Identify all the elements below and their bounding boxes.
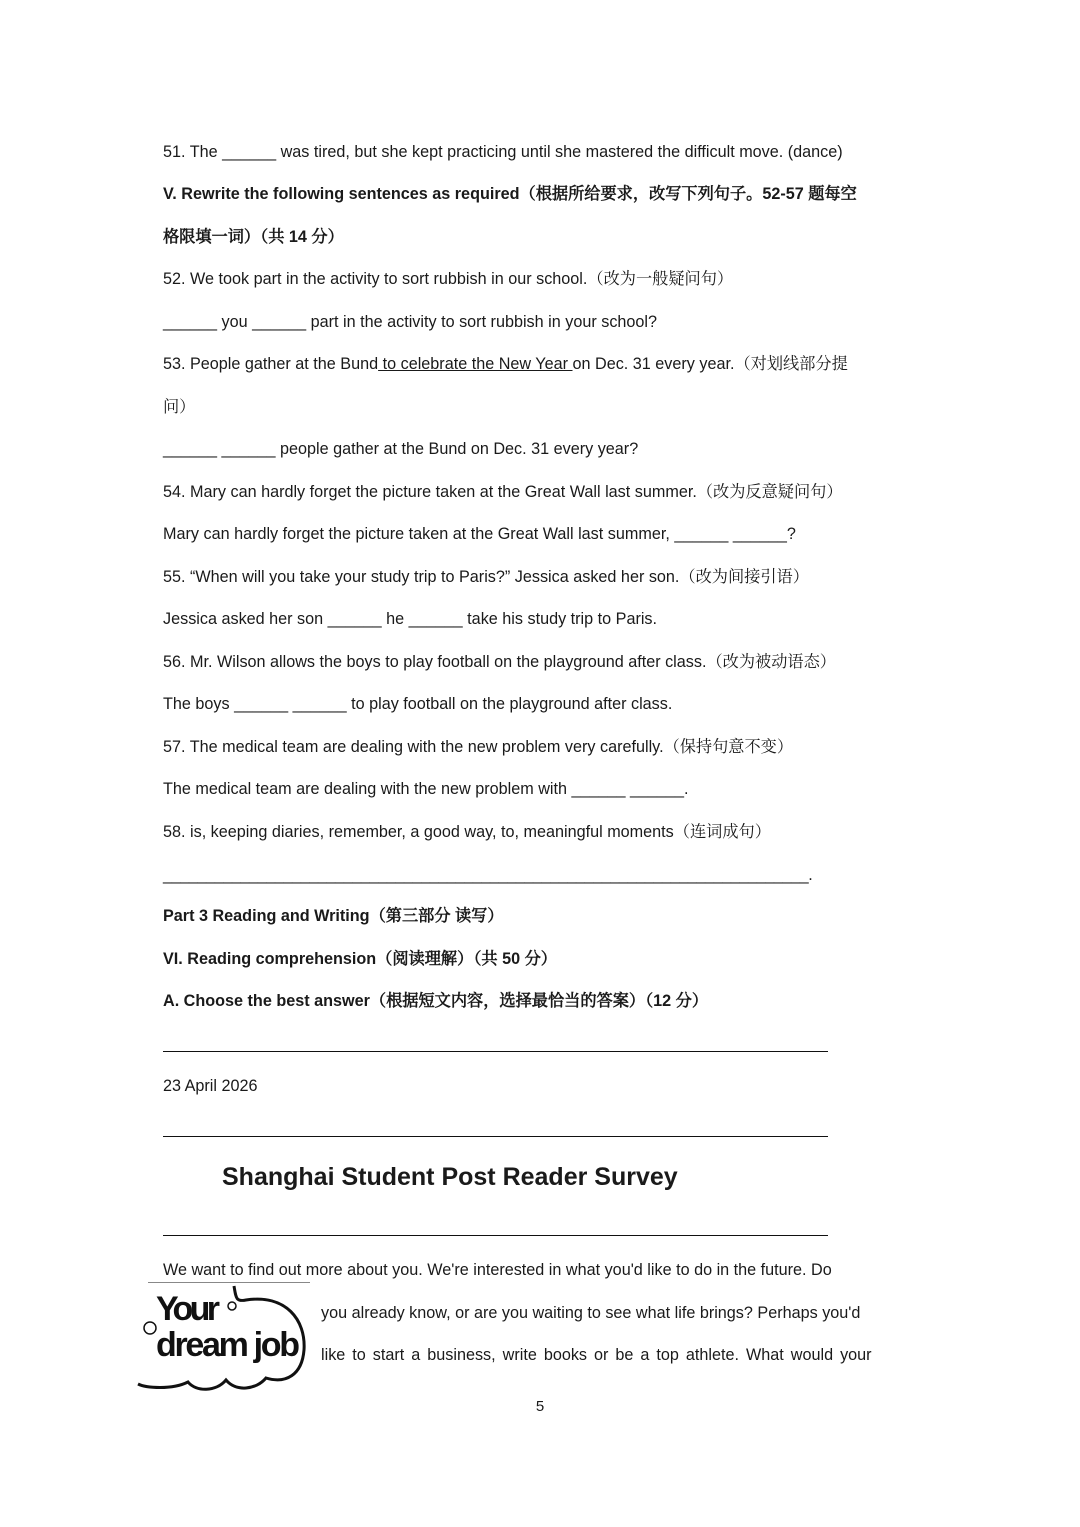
- section-a-heading: A. Choose the best answer（根据短文内容，选择最恰当的答案）（12 分）: [163, 992, 709, 1010]
- question-54-prompt: 54. Mary can hardly forget the picture taken at the Great Wall last summer.（改为反意疑问句）: [163, 483, 843, 501]
- question-53-prompt: [163, 353, 848, 375]
- question-53-answer: ______ ______ people gather at the Bund on Dec. 31 every year?: [163, 440, 639, 458]
- question-57-answer: The medical team are dealing with the new problem with ______ ______.: [163, 780, 689, 798]
- page-number: 5: [535, 1398, 545, 1415]
- question-52-prompt: 52. We took part in the activity to sort rubbish in our school.（改为一般疑问句）: [163, 270, 734, 288]
- article-title: Shanghai Student Post Reader Survey: [222, 1163, 678, 1191]
- article-paragraph-line: you already know, or are you waiting to see what life brings? Perhaps you'd: [321, 1304, 861, 1322]
- question-58-prompt: 58. is, keeping diaries, remember, a good way, to, meaningful moments（连词成句）: [163, 823, 771, 841]
- section-vi-heading: VI. Reading comprehension（阅读理解）（共 50 分）: [163, 950, 557, 968]
- question-53-prompt-cont: 问）: [163, 398, 196, 416]
- q53-part-a: 53. People gather at the Bund: [163, 355, 379, 373]
- section-v-heading: V. Rewrite the following sentences as required（根据所给要求，改写下列句子。52-57 题每空: [163, 185, 857, 203]
- svg-text:Your: Your: [156, 1290, 220, 1328]
- q53-underlined: to celebrate the New Year: [378, 355, 573, 373]
- section-v-heading-cont: 格限填一词）（共 14 分）: [163, 228, 344, 246]
- divider: [163, 1235, 828, 1236]
- your-dream-job-logo: [136, 1280, 308, 1392]
- question-57-prompt: 57. The medical team are dealing with the new problem very carefully.（保持句意不变）: [163, 738, 794, 756]
- question-55-answer: Jessica asked her son ______ he ______ take his study trip to Paris.: [163, 610, 658, 628]
- question-58-answer-line: ___________________________________________________________________________.: [163, 866, 813, 884]
- divider: [163, 1136, 828, 1137]
- q53-part-b: on Dec. 31 every year.（对划线部分提: [572, 355, 848, 373]
- question-52-answer: ______ you ______ part in the activity to sort rubbish in your school?: [163, 313, 658, 331]
- question-55-prompt: 55. “When will you take your study trip to Paris?” Jessica asked her son.（改为间接引语）: [163, 568, 809, 586]
- question-54-answer: Mary can hardly forget the picture taken at the Great Wall last summer, ______ ______?: [163, 525, 796, 543]
- article-date: 23 April 2026: [163, 1077, 258, 1095]
- divider: [163, 1051, 828, 1052]
- svg-text:dream job: dream job: [156, 1326, 300, 1364]
- question-56-answer: The boys ______ ______ to play football on the playground after class.: [163, 695, 673, 713]
- question-51: 51. The ______ was tired, but she kept practicing until she mastered the difficult move. (dance): [163, 143, 843, 161]
- question-56-prompt: 56. Mr. Wilson allows the boys to play football on the playground after class.（改为被动语态）: [163, 653, 836, 671]
- article-paragraph-line: We want to find out more about you. We're interested in what you'd like to do in the future. Do: [163, 1261, 832, 1279]
- article-paragraph-line: like to start a business, write books or be a top athlete. What would your: [321, 1346, 872, 1364]
- part-3-heading: Part 3 Reading and Writing（第三部分 读写）: [163, 907, 504, 925]
